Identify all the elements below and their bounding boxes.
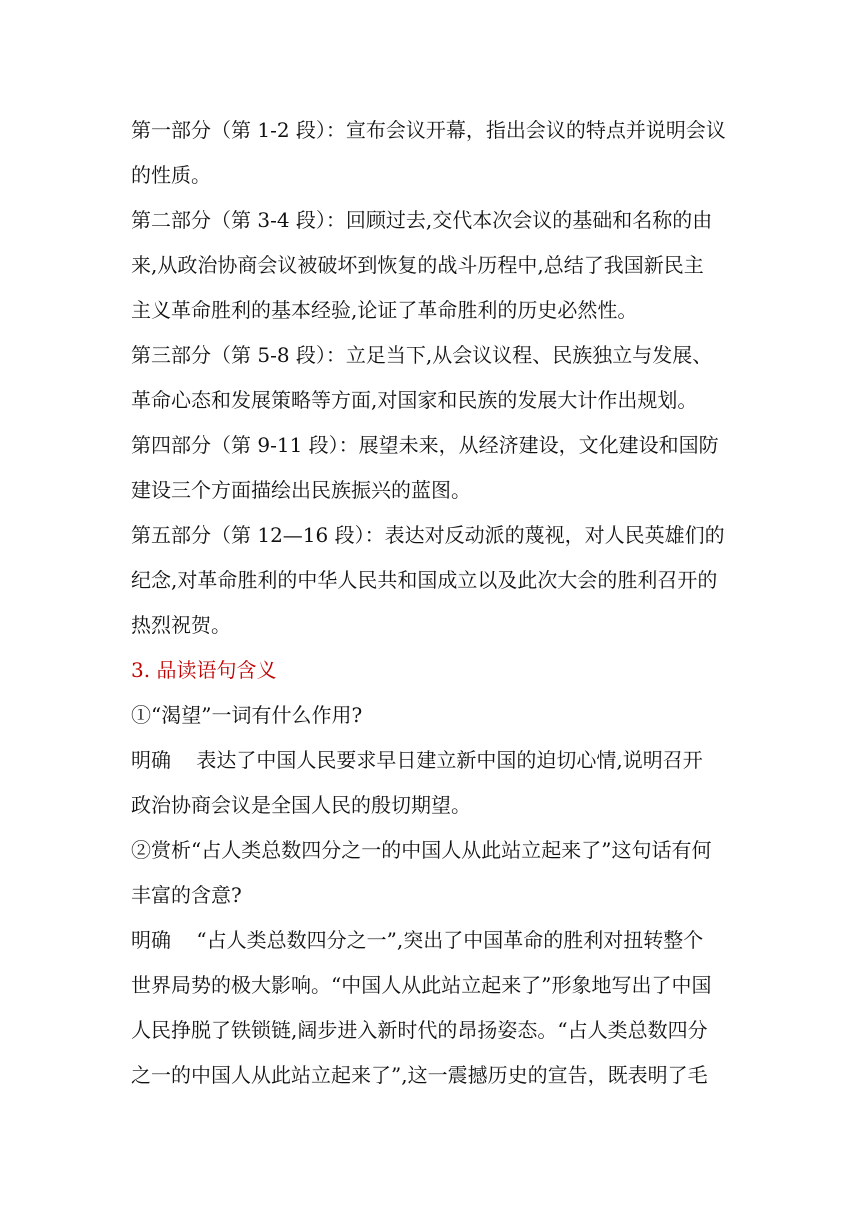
text-line: 纪念,对革命胜利的中华人民共和国成立以及此次大会的胜利召开的 — [131, 568, 718, 592]
part-3-paragraph — [131, 333, 731, 423]
answer-text: 人民挣脱了铁锁链,阔步进入新时代的昂扬姿态。“占人类总数四分 — [131, 1018, 708, 1042]
text-line: 第一部分（第 1-2 段）：宣布会议开幕，指出会议的特点并说明会议 — [131, 118, 726, 142]
text-line: 建设三个方面描绘出民族振兴的蓝图。 — [131, 478, 471, 502]
question-text: ②赏析“占人类总数四分之一的中国人从此站立起来了”这句话有何 — [131, 838, 712, 862]
answer-text: 之一的中国人从此站立起来了”,这一震撼历史的宣告，既表明了毛 — [131, 1063, 708, 1087]
question-text: 丰富的含意? — [131, 883, 242, 907]
part-1-paragraph — [131, 108, 731, 198]
text-line: 第二部分（第 3-4 段）：回顾过去,交代本次会议的基础和名称的由 — [131, 208, 713, 232]
text-line: 的性质。 — [131, 163, 211, 187]
answer-text: 明确 “占人类总数四分之一”,突出了中国革命的胜利对扭转整个 — [131, 928, 704, 952]
question-text: ①“渴望”一词有什么作用? — [131, 703, 363, 727]
answer-text: 明确 表达了中国人民要求早日建立新中国的迫切心情,说明召开 — [131, 748, 703, 772]
part-2-paragraph — [131, 198, 731, 333]
section-heading: 3. 品读语句含义 — [131, 658, 277, 682]
text-line: 革命心态和发展策略等方面,对国家和民族的发展大计作出规划。 — [131, 388, 698, 412]
answer-text: 政治协商会议是全国人民的殷切期望。 — [131, 793, 471, 817]
part-4-paragraph — [131, 423, 731, 513]
text-line: 第三部分（第 5-8 段）：立足当下,从会议议程、民族独立与发展、 — [131, 343, 713, 367]
document-body — [131, 108, 731, 1098]
text-line: 热烈祝贺。 — [131, 613, 231, 637]
answer-text: 世界局势的极大影响。“中国人从此站立起来了”形象地写出了中国 — [131, 973, 712, 997]
text-line: 来,从政治协商会议被破坏到恢复的战斗历程中,总结了我国新民主 — [131, 253, 704, 277]
text-line: 第四部分（第 9-11 段）：展望未来，从经济建设，文化建设和国防 — [131, 433, 719, 457]
text-line: 主义革命胜利的基本经验,论证了革命胜利的历史必然性。 — [131, 298, 638, 322]
part-5-paragraph — [131, 513, 731, 648]
question-1 — [131, 693, 731, 828]
question-2 — [131, 828, 731, 1098]
text-line: 第五部分（第 12—16 段）：表达对反动派的蔑视，对人民英雄们的 — [131, 523, 725, 547]
